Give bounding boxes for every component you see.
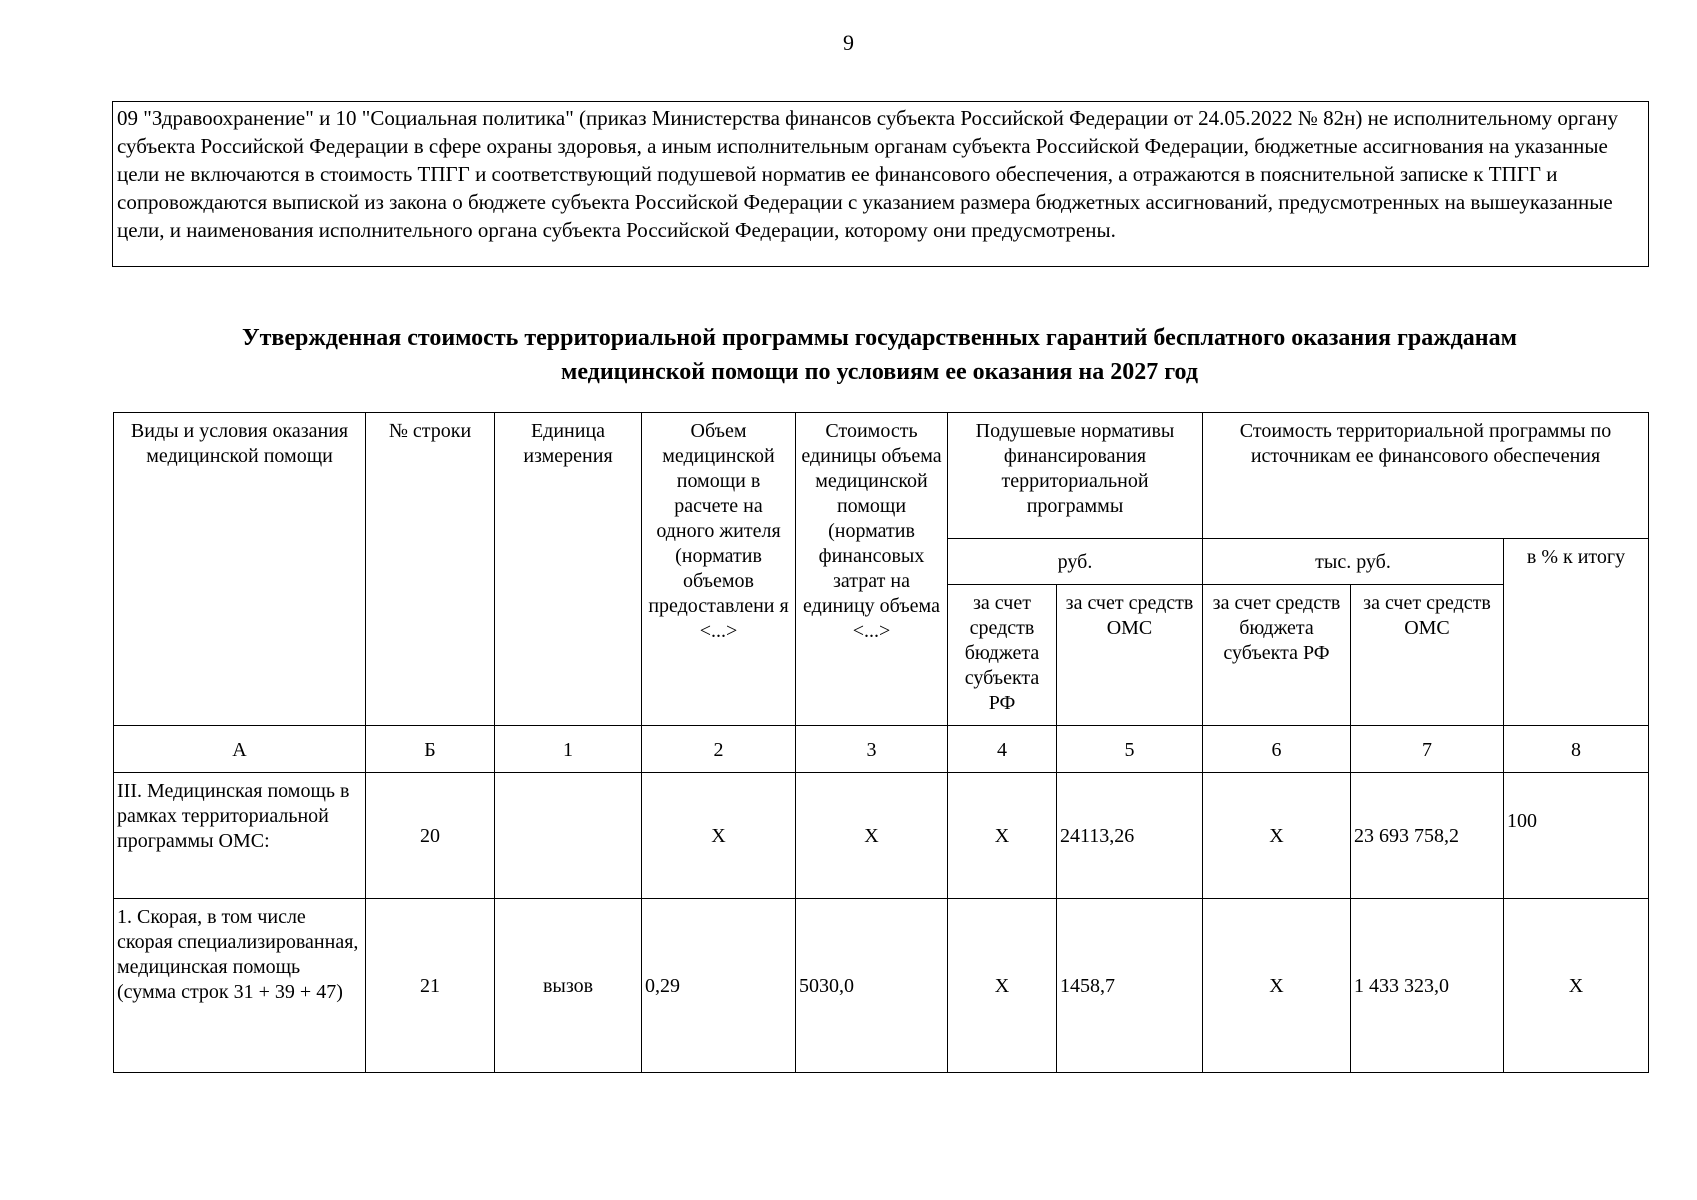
header-per-capita: Подушевые нормативы финансирования территориальной программы <box>948 413 1203 539</box>
row-volume: 0,29 <box>642 899 796 1073</box>
row-cost-unit: X <box>796 773 948 899</box>
header-row-1 <box>114 413 1649 539</box>
row-percent: 100 <box>1504 773 1649 899</box>
header-types: Виды и условия оказания медицинской помощи <box>114 413 366 726</box>
header-unit: Единица измерения <box>495 413 642 726</box>
table-title <box>112 321 1647 389</box>
row-per-capita-oms: 24113,26 <box>1057 773 1203 899</box>
index-cell: 1 <box>495 726 642 773</box>
index-cell: 7 <box>1351 726 1504 773</box>
row-cost-budget: X <box>1203 773 1351 899</box>
header-cost-unit: Стоимость единицы объема медицинской помощи (норматив финансовых затрат на единицу объема <...> <box>796 413 948 726</box>
index-cell: 5 <box>1057 726 1203 773</box>
program-cost-table <box>113 412 1649 1073</box>
header-percent-total: в % к итогу <box>1504 539 1649 726</box>
title-line-2: медицинской помощи по условиям ее оказания на 2027 год <box>561 359 1198 385</box>
index-cell: 8 <box>1504 726 1649 773</box>
row-cost-budget: X <box>1203 899 1351 1073</box>
title-line-1: Утвержденная стоимость территориальной программы государственных гарантий бесплатного оказания гражданам <box>242 325 1517 351</box>
table-row <box>114 899 1649 1073</box>
row-label: III. Медицинская помощь в рамках территориальной программы ОМС: <box>114 773 366 899</box>
row-unit <box>495 773 642 899</box>
row-per-capita-budget: X <box>948 899 1057 1073</box>
header-program-cost: Стоимость территориальной программы по источникам ее финансового обеспечения <box>1203 413 1649 539</box>
index-cell: 3 <box>796 726 948 773</box>
index-cell: 6 <box>1203 726 1351 773</box>
index-row <box>114 726 1649 773</box>
row-percent: X <box>1504 899 1649 1073</box>
header-oms-1: за счет средств ОМС <box>1057 585 1203 726</box>
header-budget-rf-1: за счет средств бюджета субъекта РФ <box>948 585 1057 726</box>
page-number: 9 <box>843 30 854 55</box>
index-cell: Б <box>366 726 495 773</box>
row-per-capita-budget: X <box>948 773 1057 899</box>
header-row-no: № строки <box>366 413 495 726</box>
row-number: 20 <box>366 773 495 899</box>
note-text-box: 09 "Здравоохранение" и 10 "Социальная политика" (приказ Министерства финансов субъекта Российской Федерации от 24.05.2022 № 82н) не исполнительному органу субъекта Российской Федерации в сфере охраны здоровья, а иным исполнительным органам субъекта Российской Федерации, бюджетные ассигнования на указанные цели не включаются в стоимость ТПГГ и соответствующий подушевой норматив ее финансового обеспечения, а отражаются в пояснительной записке к ТПГГ и сопровождаются выпиской из закона о бюджете субъекта Российской Федерации с указанием размера бюджетных ассигнований, предусмотренных на вышеуказанные цели, и наименования исполнительного органа субъекта Российской Федерации, которому они предусмотрены. <box>112 101 1649 267</box>
header-oms-2: за счет средств ОМС <box>1351 585 1504 726</box>
row-unit: вызов <box>495 899 642 1073</box>
header-volume: Объем медицинской помощи в расчете на одного жителя (норматив объемов предоставлени я <...> <box>642 413 796 726</box>
header-budget-rf-2: за счет средств бюджета субъекта РФ <box>1203 585 1351 726</box>
row-cost-oms: 23 693 758,2 <box>1351 773 1504 899</box>
index-cell: 2 <box>642 726 796 773</box>
header-thousand-rub: тыс. руб. <box>1203 539 1504 585</box>
row-volume: X <box>642 773 796 899</box>
index-cell: А <box>114 726 366 773</box>
row-per-capita-oms: 1458,7 <box>1057 899 1203 1073</box>
row-label: 1. Скорая, в том числе скорая специализированная, медицинская помощь (сумма строк 31 + 39 + 47) <box>114 899 366 1073</box>
header-rub: руб. <box>948 539 1203 585</box>
row-number: 21 <box>366 899 495 1073</box>
row-cost-oms: 1 433 323,0 <box>1351 899 1504 1073</box>
table-row <box>114 773 1649 899</box>
row-cost-unit: 5030,0 <box>796 899 948 1073</box>
index-cell: 4 <box>948 726 1057 773</box>
